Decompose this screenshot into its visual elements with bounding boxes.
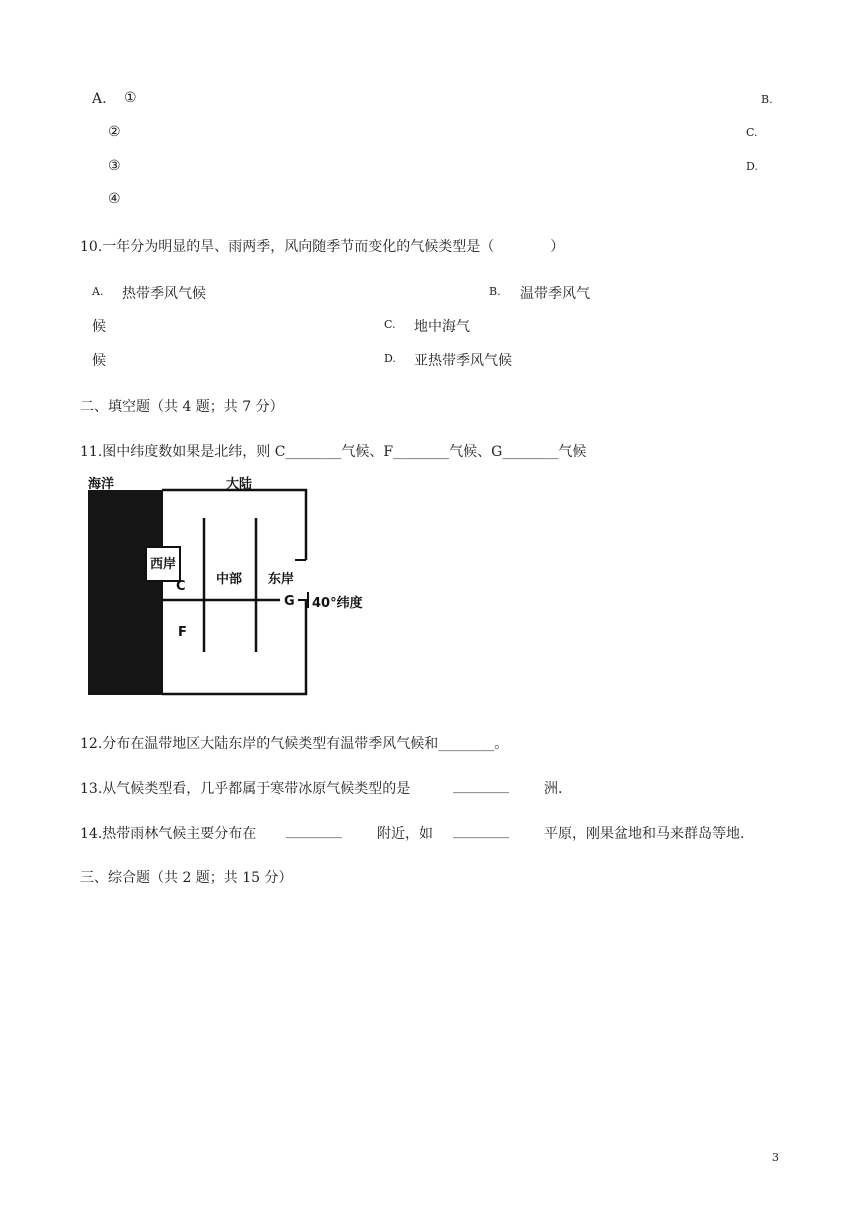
west-coast-label: 西岸 xyxy=(150,557,177,572)
q9-option-a-label: A. xyxy=(92,91,107,107)
q10-option-a-label: A. xyxy=(92,285,104,298)
q13-tail: 洲. xyxy=(544,781,563,797)
middle-label: 中部 xyxy=(216,572,243,587)
ocean-area xyxy=(88,490,162,695)
q9-option-c-label: C. xyxy=(746,126,758,139)
q14-text: 14.热带雨林气候主要分布在 xyxy=(80,826,257,842)
q10-stem: 10.一年分为明显的旱、雨两季，风向随季节而变化的气候类型是（ ） xyxy=(80,239,565,255)
q10-option-d-label: D. xyxy=(384,352,396,365)
q10-option-a-text: 热带季风气候 xyxy=(122,286,206,302)
q10-option-d-text: 亚热带季风气候 xyxy=(414,353,512,369)
q14-tail: 平原，刚果盆地和马来群岛等地. xyxy=(544,826,745,842)
q14-blank-2: ________ xyxy=(453,823,509,839)
q9-option-b-label: B. xyxy=(761,93,773,106)
q10-option-b-text: 温带季风气 xyxy=(520,286,590,302)
ocean-label: 海洋 xyxy=(88,477,115,492)
q14-mid: 附近，如 xyxy=(377,826,433,842)
q13-blank: ________ xyxy=(453,778,509,794)
q9-circle-3: ③ xyxy=(108,158,121,174)
section-2-heading: 二、填空题（共 4 题；共 7 分） xyxy=(80,399,284,415)
climate-diagram xyxy=(88,474,378,699)
latitude-label: 40°纬度 xyxy=(312,596,363,611)
east-coast-label: 东岸 xyxy=(268,572,295,587)
point-c-label: C xyxy=(176,579,186,594)
q9-option-d-label: D. xyxy=(746,160,758,173)
q12-text: 12.分布在温带地区大陆东岸的气候类型有温带季风气候和________。 xyxy=(80,736,509,752)
q13-text: 13.从气候类型看，几乎都属于寒带冰原气候类型的是 xyxy=(80,781,411,797)
continent-label: 大陆 xyxy=(226,477,253,492)
q14-blank-1: ________ xyxy=(286,823,342,839)
page-number: 3 xyxy=(772,1151,779,1164)
q9-circle-4: ④ xyxy=(108,191,121,207)
q10-option-b-label: B. xyxy=(489,285,501,298)
point-f-label: F xyxy=(178,625,187,640)
q9-circle-2: ② xyxy=(108,124,121,140)
section-3-heading: 三、综合题（共 2 题；共 15 分） xyxy=(80,870,293,886)
q10-option-b-tail: 候 xyxy=(92,319,106,335)
q9-option-a-circle: ① xyxy=(124,90,137,106)
q11-text: 11.图中纬度数如果是北纬，则 C________气候、F________气候、G________气候 xyxy=(80,444,587,460)
q10-option-c-label: C. xyxy=(384,318,396,331)
q10-option-c-text: 地中海气 xyxy=(414,319,470,335)
point-g-label: G xyxy=(284,594,295,609)
q10-option-c-tail: 候 xyxy=(92,353,106,369)
